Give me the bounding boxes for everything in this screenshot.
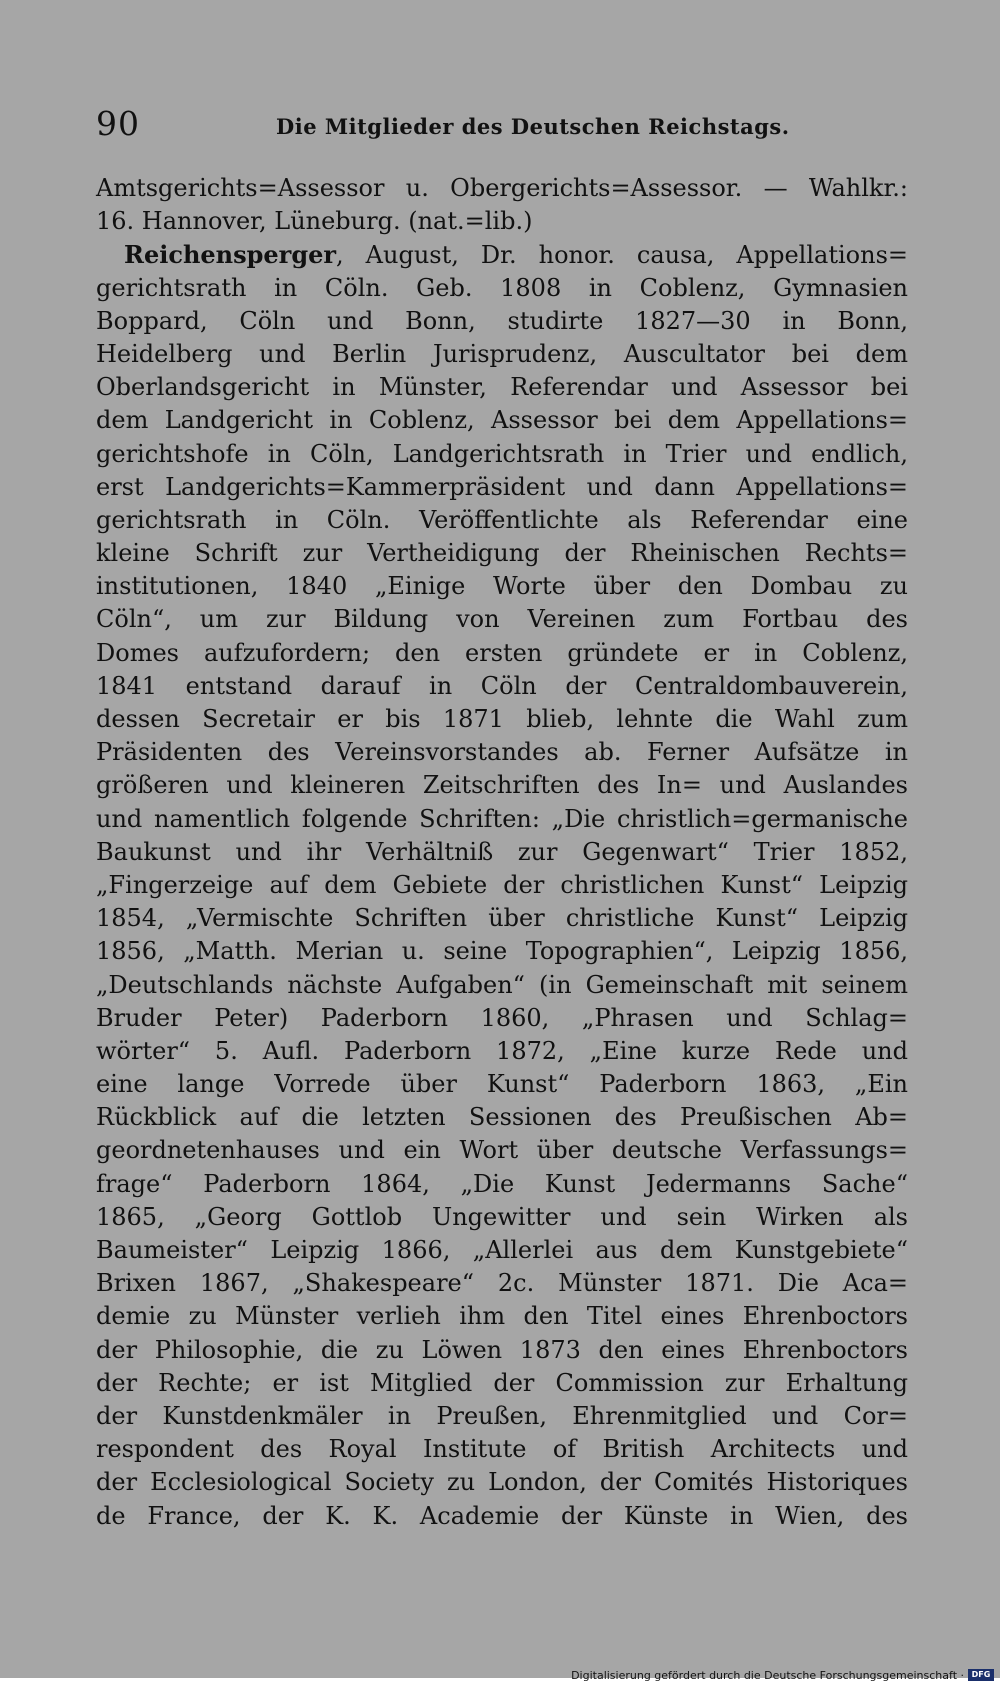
text-line: Boppard, Cöln und Bonn, studirte 1827—30 in Bonn,	[96, 306, 908, 335]
text-line: de France, der K. K. Academie der Künste in Wien, des	[96, 1501, 908, 1530]
digitization-footer	[571, 1666, 994, 1684]
text-line: 16. Hannover, Lüneburg. (nat.=lib.)	[96, 207, 533, 236]
text-line: und namentlich folgende Schriften: „Die christlich=germanische	[96, 804, 908, 833]
text-line: institutionen, 1840 „Einige Worte über den Dombau zu	[96, 572, 908, 601]
text-line: Cöln“, um zur Bildung von Vereinen zum Fortbau des	[96, 605, 908, 634]
text-line: Heidelberg und Berlin Jurisprudenz, Auscultator bei dem	[96, 339, 908, 368]
text-line: 1865, „Georg Gottlob Ungewitter und sein Wirken als	[96, 1202, 908, 1231]
body-text	[96, 172, 908, 1533]
text-line: Präsidenten des Vereinsvorstandes ab. Ferner Aufsätze in	[96, 738, 908, 767]
text-line: eine lange Vorrede über Kunst“ Paderborn 1863, „Ein	[96, 1070, 908, 1099]
text-line: 1841 entstand darauf in Cöln der Centraldombauverein,	[96, 671, 908, 700]
text-line: 1854, „Vermischte Schriften über christliche Kunst“ Leipzig	[96, 904, 908, 933]
text-line: Oberlandsgericht in Münster, Referendar und Assessor bei	[96, 373, 908, 402]
entry-name: Reichensperger	[124, 240, 337, 270]
text-line-rest: , August, Dr. honor. causa, Appellations=	[336, 241, 908, 270]
text-line: frage“ Paderborn 1864, „Die Kunst Jedermanns Sache“	[96, 1169, 908, 1198]
text-line: Baukunst und ihr Verhältniß zur Gegenwart“ Trier 1852,	[96, 837, 908, 866]
text-line: dessen Secretair er bis 1871 blieb, lehnte die Wahl zum	[96, 705, 908, 733]
text-line: wörter“ 5. Aufl. Paderborn 1872, „Eine kurze Rede und	[96, 1036, 908, 1065]
text-line: demie zu Münster verlieh ihm den Titel eines Ehrenboctors	[96, 1302, 908, 1331]
text-line: gerichtsrath in Cöln. Geb. 1808 in Coblenz, Gymnasien	[96, 273, 908, 302]
text-line: der Philosophie, die zu Löwen 1873 den eines Ehrenboctors	[96, 1335, 908, 1364]
text-line: dem Landgericht in Coblenz, Assessor bei dem Appellations=	[96, 406, 908, 435]
text-line: „Deutschlands nächste Aufgaben“ (in Gemeinschaft mit seinem	[96, 970, 908, 999]
text-line: gerichtshofe in Cöln, Landgerichtsrath in Trier und endlich,	[96, 439, 908, 468]
text-line: gerichtsrath in Cöln. Veröffentlichte als Referendar eine	[96, 505, 908, 534]
text-line: 1856, „Matth. Merian u. seine Topographien“, Leipzig 1856,	[96, 937, 908, 966]
text-line: erst Landgerichts=Kammerpräsident und dann Appellations=	[96, 472, 908, 501]
text-line: Baumeister“ Leipzig 1866, „Allerlei aus dem Kunstgebiete“	[96, 1236, 908, 1264]
page-number: 90	[96, 104, 140, 143]
text-line: der Rechte; er ist Mitglied der Commission zur Erhaltung	[96, 1368, 908, 1397]
text-line: Domes aufzufordern; den ersten gründete er in Coblenz,	[96, 638, 908, 667]
running-head	[96, 104, 906, 148]
text-line: Amtsgerichts=Assessor u. Obergerichts=Assessor. — Wahlkr.:	[96, 174, 908, 202]
text-line: kleine Schrift zur Vertheidigung der Rheinischen Rechts=	[96, 539, 908, 568]
entry-first-line	[96, 238, 908, 271]
text-line: Rückblick auf die letzten Sessionen des Preußischen Ab=	[96, 1103, 908, 1132]
dfg-logo-icon: DFG	[968, 1669, 994, 1681]
text-line: der Kunstdenkmäler in Preußen, Ehrenmitglied und Cor=	[96, 1401, 908, 1430]
text-line: der Ecclesiological Society zu London, der Comités Historiques	[96, 1468, 908, 1497]
footer-credit: Digitalisierung gefördert durch die Deutsche Forschungsgemeinschaft ·	[571, 1668, 964, 1682]
text-line: geordnetenhauses und ein Wort über deutsche Verfassungs=	[96, 1136, 908, 1165]
text-line: Brixen 1867, „Shakespeare“ 2c. Münster 1871. Die Aca=	[96, 1269, 908, 1298]
text-line: größeren und kleineren Zeitschriften des In= und Auslandes	[96, 771, 908, 800]
text-line: „Fingerzeige auf dem Gebiete der christlichen Kunst“ Leipzig	[96, 870, 908, 899]
text-line: respondent des Royal Institute of British Architects und	[96, 1435, 908, 1464]
running-head-title: Die Mitglieder des Deutschen Reichstags.	[276, 114, 790, 139]
text-line: Bruder Peter) Paderborn 1860, „Phrasen und Schlag=	[96, 1003, 908, 1032]
